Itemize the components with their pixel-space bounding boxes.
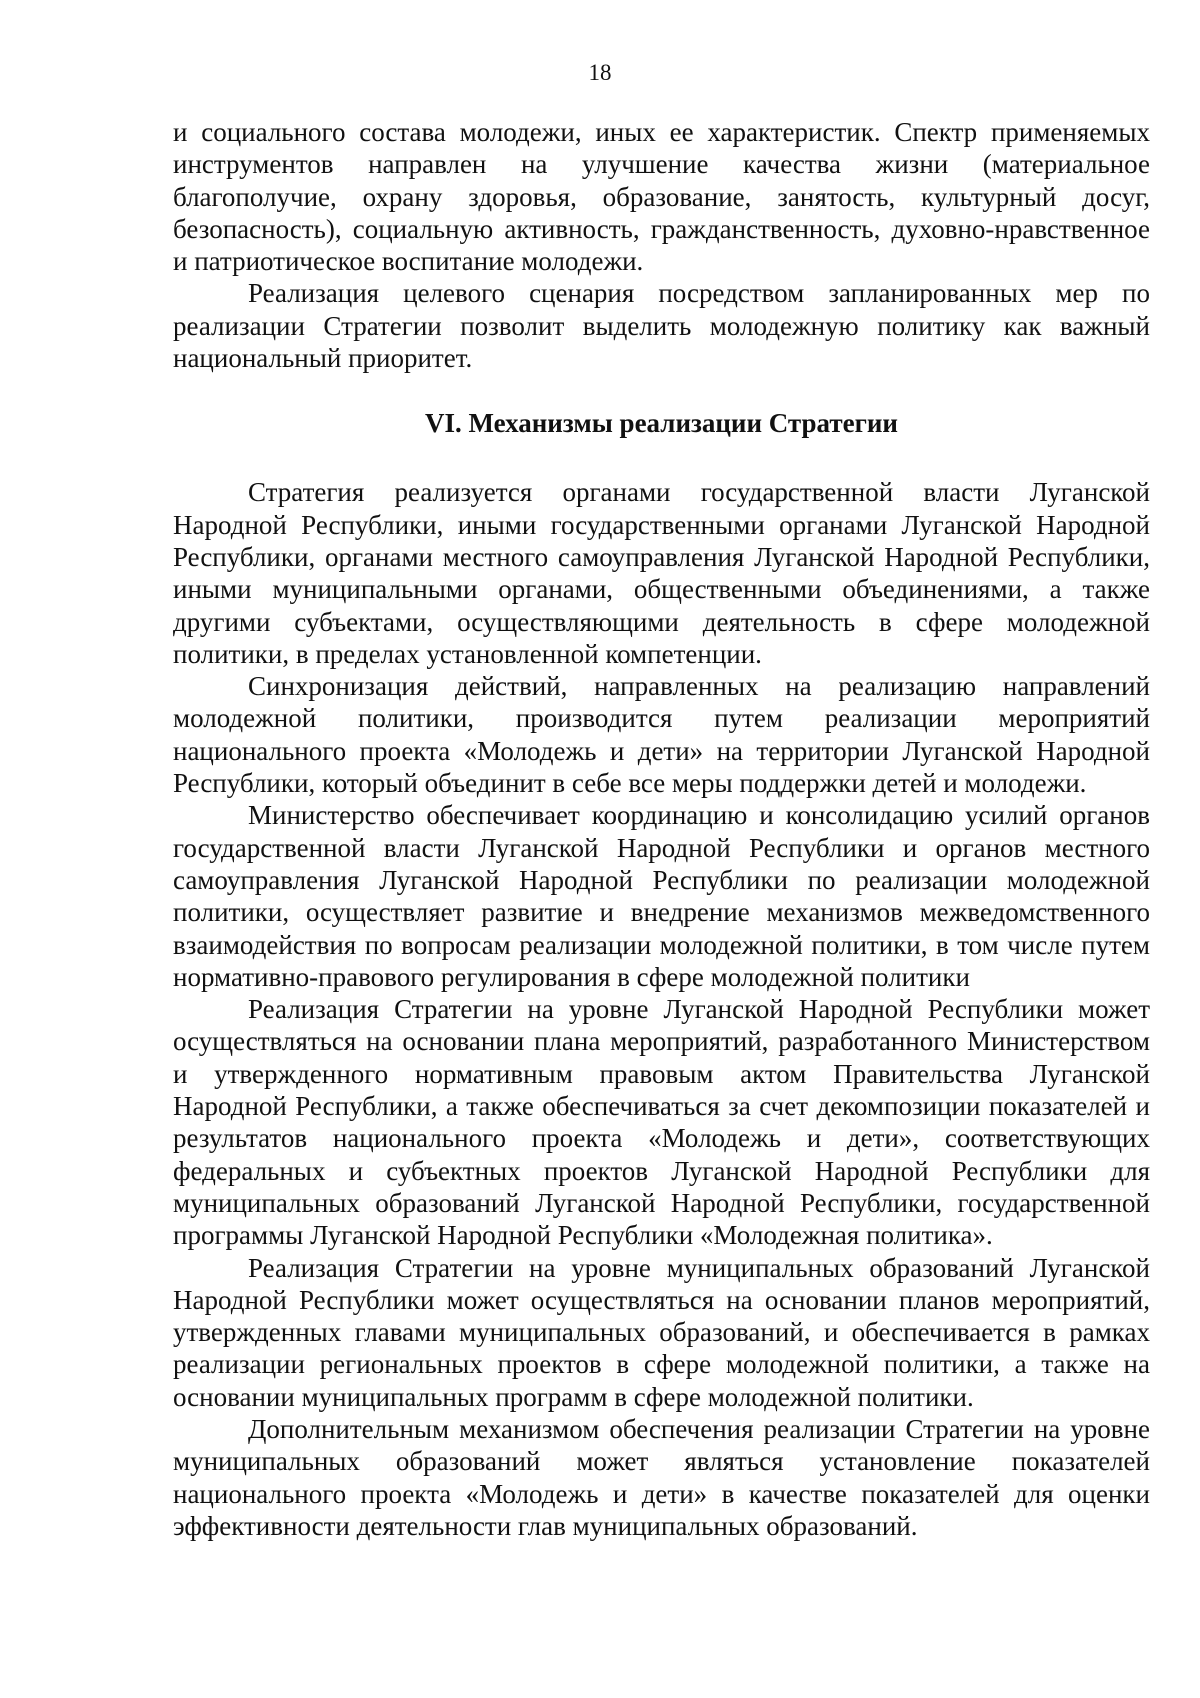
section-paragraph-ministry: Министерство обеспечивает координацию и консолидацию усилий органов государственной власти Луганской Народной Республики и органов местного самоуправления Луганской Народной Республики по реализации молодежной политики, осуществляет развитие и внедрение механизмов межведомственного взаимодействия по вопросам реализации молодежной политики, в том числе путем нормативно-правового регулирования в сфере молодежной политики — [173, 800, 1150, 992]
page-number: 18 — [588, 60, 612, 85]
section-paragraph-municipal-level: Реализация Стратегии на уровне муниципальных образований Луганской Народной Республики может осуществляться на основании планов мероприятий, утвержденных главами муниципальных образований, и обеспечивается в рамках реализации региональных проектов в сфере молодежной политики, а также на основании муниципальных программ в сфере молодежной политики. — [173, 1252, 1150, 1412]
section-paragraph-additional-mechanism: Дополнительным механизмом обеспечения реализации Стратегии на уровне муниципальных образований может являться установление показателей национального проекта «Молодежь и дети» в качестве показателей для оценки эффективности деятельности глав муниципальных образований. — [173, 1413, 1150, 1541]
intro-paragraph-target-scenario: Реализация целевого сценария посредством запланированных мер по реализации Стратегии позволит выделить молодежную политику как важный национальный приоритет. — [173, 278, 1150, 374]
section-heading: VI. Механизмы реализации Стратегии — [425, 408, 898, 439]
section-paragraph-implementers: Стратегия реализуется органами государственной власти Луганской Народной Республики, иными государственными органами Луганской Народной Республики, органами местного самоуправления Луганской Народной Республики, иными муниципальными органами, общественными объединениями, а также другими субъектами, осуществляющими деятельность в сфере молодежной политики, в пределах установленной компетенции. — [173, 477, 1150, 669]
section-paragraph-republic-level: Реализация Стратегии на уровне Луганской Народной Республики может осуществляться на основании плана мероприятий, разработанного Министерством и утвержденного нормативным правовым актом Правительства Луганской Народной Республики, а также обеспечиваться за счет декомпозиции показателей и результатов национального проекта «Молодежь и дети», соответствующих федеральных и субъектных проектов Луганской Народной Республики для муниципальных образований Луганской Народной Республики, государственной программы Луганской Народной Республики «Молодежная политика». — [173, 994, 1150, 1251]
intro-paragraph-continuation: и социального состава молодежи, иных ее характеристик. Спектр применяемых инструментов направлен на улучшение качества жизни (материальное благополучие, охрану здоровья, образование, занятость, культурный досуг, безопасность), социальную активность, гражданственность, духовно-нравственное и патриотическое воспитание молодежи. — [173, 117, 1150, 277]
page-content — [173, 116, 1150, 1542]
section-paragraph-synchronization: Синхронизация действий, направленных на реализацию направлений молодежной политики, производится путем реализации мероприятий национального проекта «Молодежь и дети» на территории Луганской Народной Республики, который объединит в себе все меры поддержки детей и молодежи. — [173, 671, 1150, 799]
